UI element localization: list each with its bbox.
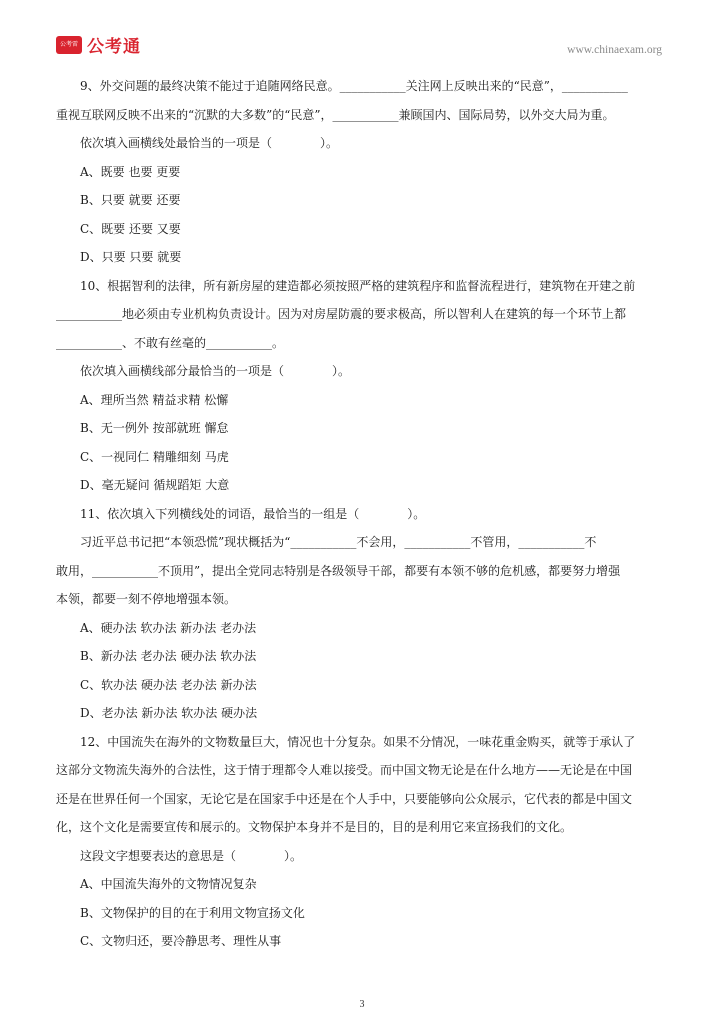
option-b: B、无一例外 按部就班 懈怠	[80, 421, 229, 435]
question-11	[56, 500, 670, 728]
question-12	[56, 728, 670, 956]
logo-badge-icon: 公考雷	[56, 36, 82, 54]
logo-text: 公考通	[87, 37, 141, 57]
question-stem-continued: 重视互联网反映不出来的“沉默的大多数”的“民意”，___________兼顾国内、国际局势，以外交大局为重。	[56, 107, 615, 122]
question-stem: 10、根据智利的法律，所有新房屋的建造都必须按照严格的建筑程序和监督流程进行，建筑物在开建之前	[80, 278, 636, 293]
option-a: A、既要 也要 更要	[80, 164, 181, 179]
question-prompt-continued: 本领，都要一刻不停地增强本领。	[56, 592, 237, 606]
question-stem: 9、外交问题的最终决策不能过于追随网络民意。___________关注网上反映出来的“民意”，___________	[80, 79, 628, 93]
question-9	[56, 72, 670, 272]
question-10	[56, 272, 670, 500]
option-a: A、中国流失海外的文物情况复杂	[80, 877, 257, 891]
option-b: B、文物保护的目的在于利用文物宣扬文化	[80, 905, 305, 920]
question-stem: 11、依次填入下列横线处的词语，最恰当的一组是（ ）。	[80, 506, 426, 521]
question-prompt: 习近平总书记把“本领恐慌”现状概括为“___________不会用，___________不管用，___________不	[80, 535, 597, 549]
option-c: C、文物归还，要冷静思考、理性从事	[80, 934, 282, 948]
question-stem: 12、中国流失在海外的文物数量巨大，情况也十分复杂。如果不分情况，一味花重金购买，就等于承认了	[80, 734, 636, 749]
option-d: D、只要 只要 就要	[80, 250, 182, 264]
question-stem-continued: ___________地必须由专业机构负责设计。因为对房屋防震的要求极高，所以智利人在建筑的每一个环节上都	[56, 307, 627, 321]
question-prompt: 这段文字想要表达的意思是（ ）。	[80, 848, 303, 863]
option-a: A、理所当然 精益求精 松懈	[80, 392, 229, 407]
option-d: D、老办法 新办法 软办法 硬办法	[80, 706, 258, 720]
question-stem-continued: 还是在世界任何一个国家，无论它是在国家手中还是在个人手中，只要能够向公众展示，它代表的都是中国文	[56, 791, 633, 806]
option-d: D、毫无疑问 循规蹈矩 大意	[80, 478, 230, 492]
option-a: A、硬办法 软办法 新办法 老办法	[80, 620, 257, 635]
question-stem-continued: 这部分文物流失海外的合法性，这于情于理都令人难以接受。而中国文物无论是在什么地方——无论是在中国	[56, 763, 633, 777]
option-c: C、既要 还要 又要	[80, 221, 181, 236]
question-stem-continued: ___________、不敢有丝毫的___________。	[56, 335, 285, 350]
page-header	[56, 32, 668, 60]
question-prompt: 依次填入画横线处最恰当的一项是（ ）。	[80, 136, 339, 150]
option-b: B、新办法 老办法 硬办法 软办法	[80, 649, 257, 663]
option-c: C、软办法 硬办法 老办法 新办法	[80, 677, 257, 692]
question-stem-continued: 化，这个文化是需要宣传和展示的。文物保护本身并不是目的，目的是利用它来宣扬我们的文化。	[56, 820, 573, 834]
logo[interactable]	[56, 32, 141, 57]
question-prompt-continued: 敢用，___________不顶用”，提出全党同志特别是各级领导干部，都要有本领不够的危机感，都要努力增强	[56, 563, 621, 578]
site-url: www.chinaexam.org	[567, 44, 662, 56]
option-b: B、只要 就要 还要	[80, 193, 181, 207]
question-prompt: 依次填入画横线部分最恰当的一项是（ ）。	[80, 364, 351, 378]
option-c: C、一视同仁 精雕细刻 马虎	[80, 449, 229, 464]
page-number: 3	[359, 999, 365, 1010]
document-body	[56, 72, 670, 956]
